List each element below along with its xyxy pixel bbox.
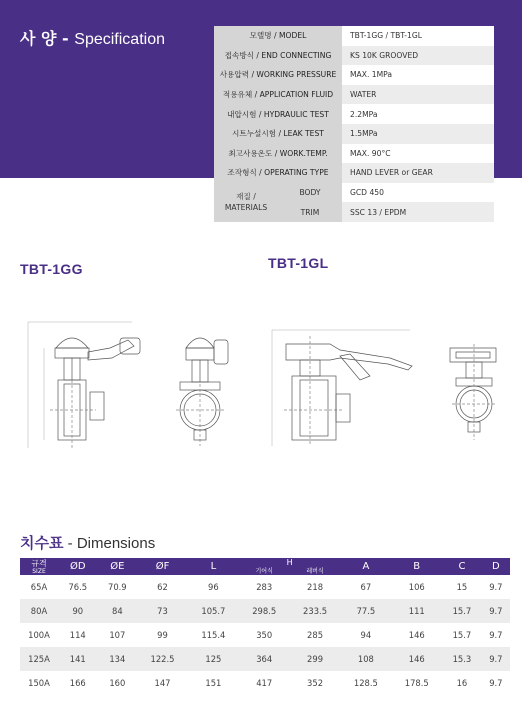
header-size bbox=[20, 558, 58, 575]
table-cell: 84 bbox=[98, 599, 138, 623]
header-h-gear: 기어식 bbox=[255, 568, 273, 575]
table-row bbox=[20, 599, 510, 623]
table-cell: 285 bbox=[307, 630, 324, 640]
header-b: B bbox=[391, 558, 442, 575]
table-cell: 147 bbox=[154, 678, 171, 688]
header-oe: ØE bbox=[98, 558, 138, 575]
spec-row bbox=[214, 124, 494, 144]
table-cell: 77.5 bbox=[340, 599, 391, 623]
materials-body-label: BODY bbox=[278, 183, 342, 203]
table-cell: 417 bbox=[256, 678, 273, 688]
dimensions-heading-dash: - bbox=[63, 535, 77, 552]
table-cell: 94 bbox=[360, 630, 372, 640]
table-cell: 96 bbox=[208, 582, 219, 592]
table-cell: 67 bbox=[360, 582, 372, 592]
spec-value: 1.5MPa bbox=[342, 124, 494, 144]
table-cell: 146 bbox=[391, 647, 442, 671]
table-cell: 80A bbox=[20, 599, 58, 623]
table-cell: 107 bbox=[109, 630, 126, 640]
spec-value: 2.2MPa bbox=[342, 104, 494, 124]
spec-row-materials-body bbox=[214, 183, 494, 203]
spec-heading-en: Specification bbox=[74, 31, 165, 48]
spec-row bbox=[214, 65, 494, 85]
table-cell: 15.3 bbox=[442, 647, 482, 671]
table-cell: 125A bbox=[20, 647, 58, 671]
spec-row bbox=[214, 163, 494, 183]
table-cell: 151 bbox=[205, 678, 222, 688]
table-cell: 166 bbox=[69, 678, 86, 688]
table-cell: 115.4 bbox=[201, 630, 226, 640]
table-cell: 9.7 bbox=[482, 599, 510, 623]
materials-body-value: GCD 450 bbox=[342, 183, 494, 203]
header-od: ØD bbox=[58, 558, 98, 575]
table-cell: 76.5 bbox=[68, 582, 88, 592]
drawing-tbt-1gg-front bbox=[176, 338, 228, 446]
spec-row bbox=[214, 104, 494, 124]
table-row bbox=[20, 671, 510, 695]
header-a: A bbox=[340, 558, 391, 575]
table-cell: 9.7 bbox=[489, 630, 503, 640]
spec-table bbox=[214, 26, 494, 222]
table-cell: 122.5 bbox=[137, 647, 188, 671]
spec-label: 조작형식 / OPERATING TYPE bbox=[214, 163, 342, 183]
dimensions-heading-en: Dimensions bbox=[76, 535, 156, 552]
header-c: C bbox=[442, 558, 482, 575]
table-cell: 283 bbox=[256, 582, 273, 592]
table-cell: 141 bbox=[58, 647, 98, 671]
header-h-lever: 레버식 bbox=[306, 568, 324, 575]
spec-label: 내압시험 / HYDRAULIC TEST bbox=[214, 104, 342, 124]
table-cell: 233.5 bbox=[290, 599, 341, 623]
header-h-label: H bbox=[286, 558, 293, 567]
header-size-kr: 규격 bbox=[31, 558, 47, 568]
table-cell: 9.7 bbox=[489, 678, 503, 688]
table-cell: 150A bbox=[28, 678, 50, 688]
spec-value: TBT-1GG / TBT-1GL bbox=[342, 26, 494, 46]
table-cell: 70.9 bbox=[107, 582, 127, 592]
spec-value: MAX. 1MPa bbox=[342, 65, 494, 85]
table-cell: 178.5 bbox=[404, 678, 429, 688]
spec-row bbox=[214, 26, 494, 46]
table-cell: 114 bbox=[69, 630, 86, 640]
header-d: D bbox=[482, 558, 510, 575]
materials-label-en: MATERIALS bbox=[224, 203, 268, 213]
table-row bbox=[20, 647, 510, 671]
table-cell: 90 bbox=[58, 599, 98, 623]
table-cell: 15.7 bbox=[442, 599, 482, 623]
spec-label: 모델명 / MODEL bbox=[214, 26, 342, 46]
table-cell: 73 bbox=[137, 599, 188, 623]
header-l: L bbox=[188, 558, 239, 575]
product-title-tbt-1gg: TBT-1GG bbox=[20, 261, 83, 277]
table-cell: 65A bbox=[30, 582, 48, 592]
dimensions-header-row bbox=[20, 558, 510, 575]
table-cell: 352 bbox=[307, 678, 324, 688]
table-cell: 106 bbox=[408, 582, 425, 592]
table-cell: 9.7 bbox=[489, 582, 503, 592]
table-cell: 15 bbox=[456, 582, 468, 592]
table-cell: 105.7 bbox=[188, 599, 239, 623]
spec-row bbox=[214, 85, 494, 105]
table-cell: 111 bbox=[391, 599, 442, 623]
table-cell: 350 bbox=[256, 630, 273, 640]
table-cell: 364 bbox=[239, 647, 290, 671]
product-title-tbt-1gl: TBT-1GL bbox=[268, 255, 329, 271]
table-cell: 299 bbox=[290, 647, 341, 671]
table-cell: 100A bbox=[28, 630, 50, 640]
drawing-tbt-1gl-side bbox=[272, 330, 412, 446]
materials-label-kr: 재질 / bbox=[236, 192, 256, 202]
spec-heading bbox=[20, 26, 165, 49]
table-cell: 125 bbox=[188, 647, 239, 671]
dimensions-table bbox=[20, 558, 510, 695]
spec-row bbox=[214, 144, 494, 164]
spec-label: 시트누설시험 / LEAK TEST bbox=[214, 124, 342, 144]
table-cell: 62 bbox=[157, 582, 168, 592]
table-cell: 9.7 bbox=[482, 647, 510, 671]
technical-drawings bbox=[0, 300, 522, 450]
header-size-en: SIZE bbox=[32, 567, 46, 575]
materials-label bbox=[214, 183, 278, 222]
table-cell: 128.5 bbox=[353, 678, 378, 688]
spec-row bbox=[214, 46, 494, 66]
spec-heading-kr: 사 양 bbox=[20, 29, 57, 48]
table-row bbox=[20, 575, 510, 599]
spec-value: MAX. 90°C bbox=[342, 144, 494, 164]
spec-value: WATER bbox=[342, 85, 494, 105]
spec-heading-dash: - bbox=[56, 29, 75, 48]
table-row bbox=[20, 623, 510, 647]
table-cell: 298.5 bbox=[239, 599, 290, 623]
header-of: ØF bbox=[137, 558, 188, 575]
spec-label: 최고사용온도 / WORK.TEMP. bbox=[214, 144, 342, 164]
drawing-tbt-1gg-side bbox=[28, 322, 140, 448]
dimensions-heading-kr: 치수표 bbox=[20, 534, 64, 552]
dimensions-heading bbox=[20, 532, 155, 553]
table-cell: 99 bbox=[157, 630, 168, 640]
materials-trim-value: SSC 13 / EPDM bbox=[342, 202, 494, 222]
header-h bbox=[239, 558, 341, 575]
spec-label: 사용압력 / WORKING PRESSURE bbox=[214, 65, 342, 85]
table-cell: 134 bbox=[98, 647, 138, 671]
table-cell: 146 bbox=[408, 630, 425, 640]
spec-value: KS 10K GROOVED bbox=[342, 46, 494, 66]
materials-trim-label: TRIM bbox=[278, 202, 342, 222]
drawing-tbt-1gl-front bbox=[450, 344, 496, 440]
spec-label: 적용유체 / APPLICATION FLUID bbox=[214, 85, 342, 105]
table-cell: 15.7 bbox=[452, 630, 472, 640]
table-cell: 160 bbox=[109, 678, 126, 688]
spec-value: HAND LEVER or GEAR bbox=[342, 163, 494, 183]
table-cell: 218 bbox=[307, 582, 324, 592]
table-cell: 108 bbox=[340, 647, 391, 671]
spec-label: 접속방식 / END CONNECTING bbox=[214, 46, 342, 66]
table-cell: 16 bbox=[456, 678, 468, 688]
